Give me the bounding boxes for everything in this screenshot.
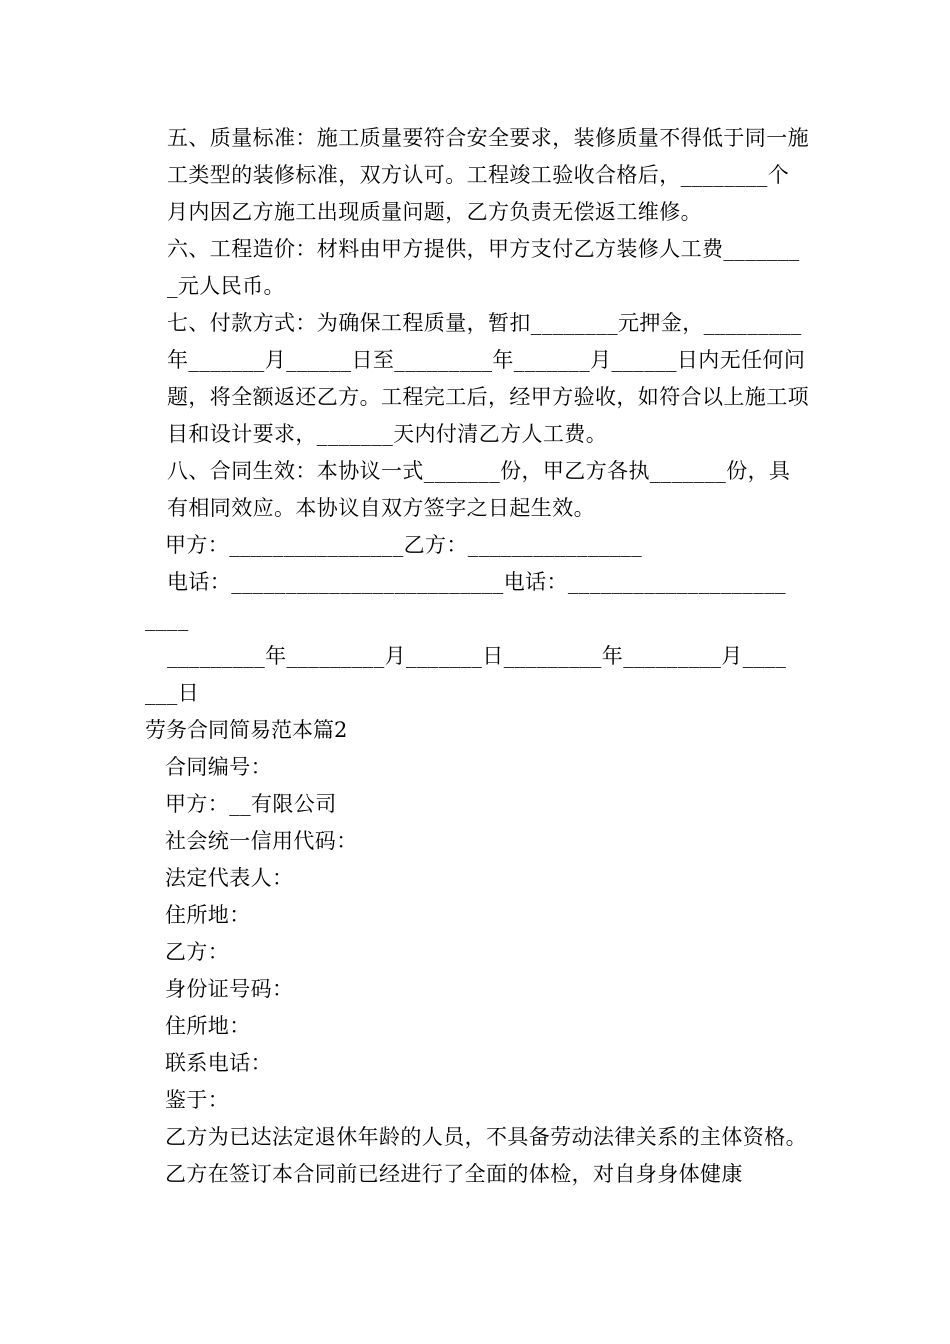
field-contract-number: 合同编号： (165, 755, 272, 779)
clause-project-cost: 六、工程造价：材料由甲方提供，甲方支付乙方装修人工费________元人民币。 (167, 237, 800, 298)
field-phone: 联系电话： (165, 1051, 272, 1075)
section-heading: 劳务合同简易范本篇2 (145, 718, 348, 742)
field-address-a: 住所地： (165, 903, 251, 927)
field-id-number: 身份证号码： (165, 977, 294, 1001)
field-legal-representative: 法定代表人： (165, 866, 294, 890)
clause-quality-standard: 五、质量标准：施工质量要符合安全要求，装修质量不得低于同一施工类型的装修标准，双方认可。工程竣工验收合格后，________个月内因乙方施工出现质量问题，乙方负责无偿返工维修。 (167, 126, 809, 224)
field-party-b: 乙方： (165, 940, 230, 964)
recital-paragraph: 乙方为已达法定退休年龄的人员，不具备劳动法律关系的主体资格。乙方在签订本合同前已经进行了全面的体检，对自身身体健康 (165, 1125, 807, 1186)
field-party-a: 甲方：__有限公司 (165, 792, 337, 816)
clause-payment-method: 七、付款方式：为确保工程质量，暂扣________元押金，_________年_______月______日至_________年_______月______日内无任何问题，将全额返还乙方。工程完工后，经甲方验收，如符合以上施工项目和设计要求，_______天内付清乙方人工费。 (167, 311, 809, 446)
signature-phones-continued: ____ (145, 607, 189, 631)
document-page (145, 120, 810, 1193)
field-whereas: 鉴于： (165, 1088, 230, 1112)
signature-dates: _________年_________月_______日_________年_________月____ (167, 644, 787, 668)
signature-phones: 电话：_________________________电话：____________________ (167, 570, 786, 594)
field-credit-code: 社会统一信用代码： (165, 829, 358, 853)
signature-parties: 甲方：________________乙方：________________ (165, 533, 643, 557)
clause-contract-effect: 八、合同生效：本协议一式_______份，甲乙方各执_______份，具有相同效应。本协议自双方签字之日起生效。 (167, 459, 791, 520)
field-address-b: 住所地： (165, 1014, 251, 1038)
signature-dates-continued: ___日 (145, 681, 200, 705)
